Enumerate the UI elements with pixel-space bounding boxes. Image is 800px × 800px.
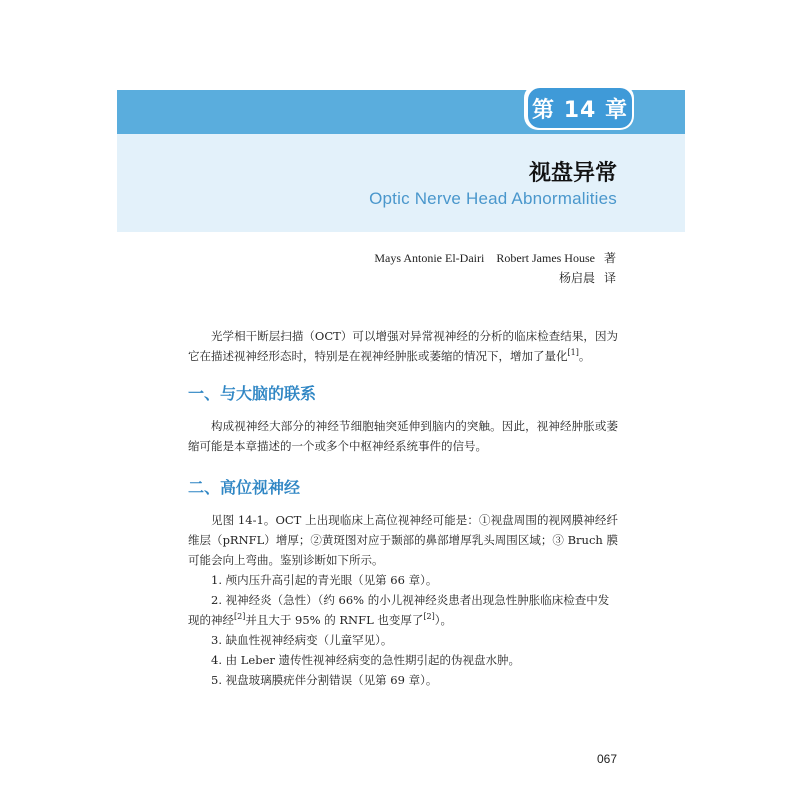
intro-ref: [1]: [567, 348, 579, 358]
section2-heading: 二、高位视神经: [188, 478, 301, 497]
intro-text: 光学相干断层扫描（OCT）可以增强对异常视神经的分析的临床检查结果，因为它在描述视神经形态时，特别是在视神经肿胀或萎缩的情况下，增加了量化: [188, 329, 618, 363]
translator-role: 译: [603, 271, 616, 285]
list-item-3: 3. 缺血性视神经病变（儿童罕见）。: [211, 633, 393, 647]
body-content: [188, 326, 618, 690]
chapter-label: 第 14 章: [528, 88, 632, 128]
chapter-title-cn: 视盘异常: [528, 161, 617, 186]
item2-text-c: ）。: [434, 613, 452, 627]
list-item-1: 1. 颅内压升高引起的青光眼（见第 66 章）。: [211, 573, 438, 587]
intro-paragraph: [188, 326, 618, 366]
section1-paragraph: 构成视神经大部分的神经节细胞轴突延伸到脑内的突触。因此，视神经肿胀或萎缩可能是本章描述的一个或多个中枢神经系统事件的信号。: [188, 419, 618, 453]
section2-intro: 见图 14-1。OCT 上出现临床上高位视神经可能是：①视盘周围的视网膜神经纤维层（pRNFL）增厚；②黄斑图对应于颞部的鼻部增厚乳头周围区域；③ Bruch 膜可能会向上弯曲。鉴别诊断如下所示。: [188, 513, 618, 567]
author-role: 著: [603, 251, 616, 265]
item2-text-b: 并且大于 95% 的 RNFL 也变厚了: [245, 613, 424, 627]
item2-ref2: [2]: [423, 612, 435, 622]
translator-name: 杨启晨: [558, 271, 595, 285]
item2-ref1: [2]: [234, 612, 246, 622]
list-item-2: [188, 590, 618, 630]
list-item-5: 5. 视盘玻璃膜疣伴分割错误（见第 69 章）。: [211, 673, 438, 687]
intro-end: 。: [578, 349, 591, 363]
author-block: [374, 248, 616, 288]
author-line: [374, 248, 616, 268]
page-number: 067: [596, 752, 617, 766]
section1-heading: 一、与大脑的联系: [188, 384, 317, 403]
author-names: Mays Antonie El-Dairi Robert James House: [374, 251, 595, 265]
translator-line: [374, 268, 616, 288]
chapter-title-en: Optic Nerve Head Abnormalities: [369, 189, 617, 208]
item2-text-a: 2. 视神经炎（急性）（约 66% 的小儿视神经炎患者出现急性肿胀临床检查中发现的神经: [188, 593, 610, 627]
list-item-4: 4. 由 Leber 遗传性视神经病变的急性期引起的伪视盘水肿。: [211, 653, 521, 667]
